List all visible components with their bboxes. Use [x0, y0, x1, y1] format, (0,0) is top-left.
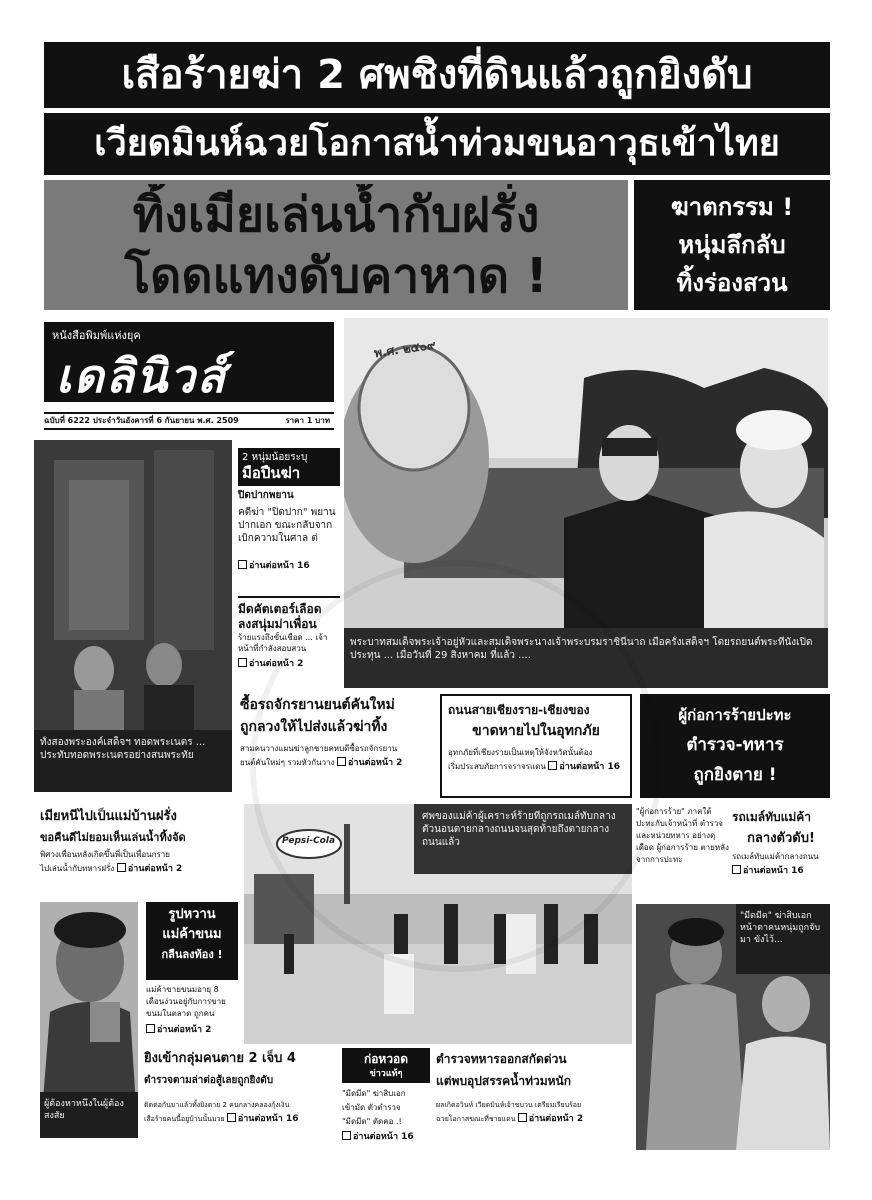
price: ราคา 1 บาท	[285, 416, 330, 425]
shoot-story-title-2: ตำรวจตามล่าต่อสู้เลยถูกยิงดับ	[144, 1075, 274, 1086]
gun-story-body: คดีฆ่า "ปิดปาก" พยาน ปากเอก ขณะกลับจากเบิกความในศาล ต่	[238, 507, 336, 544]
royal-photo	[344, 318, 828, 688]
gun-story-subtitle: ปิดปากพยาน	[238, 490, 294, 501]
right-story	[636, 806, 830, 902]
right-story-body: "ผู้ก่อการร้าย" ภาคใต้ ปะทะกับเจ้าหน้าที่ ตำรวจ และหน่วยทหาร อย่างดุเดือด ผู้ก่อการร้าย ตายหลังจากการปะทะ	[636, 807, 729, 864]
road-story-body-1: อุทกภัยที่เชียงรายเป็นเหตุให้จังหวัดนั้นต้อง	[448, 748, 593, 757]
wife-story-title-2: ขอคืนดีไม่ยอมเห็นเล่นน้ำทิ้งจัด	[40, 831, 186, 844]
royal-photo-image	[344, 318, 828, 688]
masthead-tagline: หนังสือพิมพ์แห่งยุค	[52, 329, 141, 342]
headline-3-box	[44, 180, 628, 310]
right-story-more[interactable]: อ่านต่อหน้า 16	[732, 863, 830, 877]
side-box-line: ฆาตกรรม !	[670, 193, 794, 221]
street-photo	[244, 804, 632, 1044]
car-story-title-1: ซื้อรถจักรยานยนต์คันใหม่	[240, 697, 395, 713]
headline-1: เสือร้ายฆ่า 2 ศพชิงที่ดินแล้วถูกยิงดับ	[44, 42, 830, 108]
issue-line	[44, 412, 334, 430]
gun-story-kicker: 2 หนุ่มน้อยระบุ	[242, 452, 308, 463]
police-box-line: ตำรวจ-ทหาร	[686, 735, 784, 755]
teen-story-more[interactable]: อ่านต่อหน้า 2	[146, 1022, 238, 1036]
right-story-title-2: กลางตัวดับ!	[747, 831, 815, 846]
gun-story-title: มือปืนฆ่า	[242, 464, 301, 482]
knife-story-subtitle: ลงสนุ่มม่าเพื่อน	[238, 617, 317, 631]
headline-3b: โดดแทงดับคาหาด !	[124, 248, 548, 304]
shoot-story-body-1: ติดต่อกันมาแล้วทั้งยิงตาย 2 คนกลางคลองกุ้งเงิน	[144, 1101, 290, 1109]
gossip-head-2: ข่าวแท้ๆ	[369, 1069, 403, 1079]
arrest-photo-caption: "มีดมีด" ฆ่าสิบเอก หน้าตาคนหนุ่มถูกจับมา ขังไว้...	[740, 911, 821, 945]
knife-story-body: ร้ายแรงถึงขั้นเชือด ... เจ้าหน้าที่กำลังสอบสวน	[238, 633, 328, 653]
shoot-story-title-1: ยิงเข้ากลุ่มคนตาย 2 เจ็บ 4	[144, 1051, 296, 1066]
royal-photo-stamp: พ.ศ. ๒๕๐๙	[373, 337, 437, 361]
street-photo-caption: ศพของแม่ค้าผู้เคราะห์ร้ายที่ถูกรถเมล์ทับกลางตัวนอนตายกลางถนนจนสุดท้ายถึงตายกลางถนนแล้ว	[422, 811, 616, 848]
right-story-title-1: รถเมล์ทับแม่ค้า	[732, 810, 812, 824]
wife-story	[40, 806, 236, 898]
police-box-line: ผู้ก่อการร้ายปะทะ	[678, 706, 792, 724]
knife-story-title: มีดคัตเตอร์เลือด	[238, 602, 322, 616]
teen-story-body: แม่ค้าขายขนมอายุ 8 เดือนง่วนอยู่กับการขายขนมในตลาด ถูกคน	[146, 985, 226, 1018]
wife-story-more[interactable]: อ่านต่อหน้า 2	[117, 864, 182, 874]
car-story-more[interactable]: อ่านต่อหน้า 2	[337, 758, 402, 768]
soldier-story-title-1: ตำรวจทหารออกสกัดด่วน	[436, 1052, 567, 1066]
wife-story-body-2: ไปเล่นน้ำกับทหารฝรั่ง อ่านต่อหน้า 2	[40, 864, 183, 874]
wife-story-title-1: เมียหนีไปเป็นแม่บ้านฝรั่ง	[40, 809, 177, 824]
knife-story	[238, 596, 340, 686]
wife-story-body-1: พิศวงเพื่อนหลังเกิดขึ้นพี่เป็นเพื่อนกราย	[40, 850, 170, 859]
police-box	[640, 694, 830, 798]
road-story-body-2: เริ่มประสบภัยการจราจรแดน อ่านต่อหน้า 16	[448, 762, 621, 772]
issue-info: ฉบับที่ 6222 ประจำวันอังคารที่ 6 กันยายน พ.ศ. 2509	[44, 416, 239, 425]
gun-story-more[interactable]: อ่านต่อหน้า 16	[238, 558, 340, 572]
headline-3a: ทิ้งเมียเล่นน้ำกับฝรั่ง	[132, 187, 540, 243]
left-photo-caption: ทั้งสองพระองค์เสด็จฯ ทอดพระเนตร ... ประทับทอดพระเนตรอย่างสนพระทัย	[40, 737, 206, 761]
headline-2: เวียดมินห์ฉวยโอกาสน้ำท่วมขนอาวุธเข้าไทย	[44, 113, 830, 175]
side-box-line: ทิ้งร่องสวน	[676, 269, 788, 297]
police-box-line: ถูกยิงตาย !	[693, 765, 777, 785]
teen-story-title-2: แม่ค้าขนม	[162, 927, 222, 942]
gossip-head-1: ก่อหวอด	[363, 1052, 409, 1066]
car-story-body-2: ยนต์คันใหม่ๆ รวมหัวกันวาง อ่านต่อหน้า 2	[240, 758, 403, 768]
gossip-box	[342, 1048, 430, 1148]
gun-story	[238, 448, 340, 588]
car-story-title-2: ถูกลวงให้ไปส่งแล้วฆ่าทิ้ง	[240, 719, 388, 735]
shoot-story	[144, 1048, 342, 1148]
man-photo-caption: ผู้ต้องหาหนึ่งในผู้ต้องสงสัย	[44, 1099, 124, 1121]
road-story-title-1: ถนนสายเชียงราย-เชียงของ	[448, 703, 590, 717]
soldier-story	[436, 1048, 632, 1148]
soldier-story-body-2: ฉวยโอกาสขณะที่ชายแดน อ่านต่อหน้า 2	[436, 1114, 584, 1124]
soldier-story-more[interactable]: อ่านต่อหน้า 2	[518, 1114, 583, 1124]
murder-side-box	[634, 180, 830, 310]
left-photo	[34, 440, 232, 792]
man-photo	[40, 902, 138, 1138]
right-story-sub: รถเมล์ทับแม่ค้ากลางถนน	[732, 852, 819, 861]
road-story	[440, 694, 632, 798]
soldier-story-title-2: แต่พบอุปสรรคน้ำท่วมหนัก	[436, 1074, 571, 1088]
car-story-body-1: สามคนวางแผนฆ่าลูกชายคหบดีซื้อรถจักรยาน	[240, 744, 398, 753]
teen-story-title-3: กลืนลงท้อง !	[161, 948, 223, 961]
teen-story	[146, 902, 238, 1038]
soldier-story-body-1: ผลเกิดอวินห์ เวียดมินห์เจ้าขบวน เตรียมเรียบร้อย	[436, 1101, 582, 1109]
pepsi-sign: Pepsi-Cola	[282, 836, 336, 846]
gossip-more[interactable]: อ่านต่อหน้า 16	[342, 1129, 430, 1143]
knife-story-more[interactable]: อ่านต่อหน้า 2	[238, 656, 340, 670]
masthead-title: เดลินิวส์	[56, 349, 228, 403]
road-story-more[interactable]: อ่านต่อหน้า 16	[548, 762, 620, 772]
gossip-item[interactable]: "มีดมีด" ฆ่าสิบเอก	[342, 1089, 406, 1098]
gossip-item[interactable]: "มีดมีด" ตัดคอ .!	[342, 1117, 402, 1126]
shoot-story-more[interactable]: อ่านต่อหน้า 16	[227, 1114, 299, 1124]
road-story-title-2: ขาดหายไปในอุทกภัย	[472, 723, 600, 739]
car-story	[240, 694, 436, 798]
arrest-photo	[636, 904, 830, 1150]
masthead-logo	[44, 322, 334, 402]
shoot-story-body-2: เสือร้ายคนนี้อยู่บ้านนั้นมวย อ่านต่อหน้า 16	[144, 1114, 299, 1124]
gossip-item[interactable]: เข้ามัด ตัวตำรวจ	[342, 1103, 401, 1112]
side-box-line: หนุ่มลึกลับ	[678, 231, 786, 259]
teen-story-title-1: รูปหวาน	[168, 907, 216, 922]
royal-photo-caption: พระบาทสมเด็จพระเจ้าอยู่หัวและสมเด็จพระนางเจ้าพระบรมราชินีนาถ เมื่อครั้งเสด็จฯ โดยรถยนต์พระที่นั่งเปิดประทุน ... เมื่อวันที่ 29 สิงหาคม ที่แล้ว ....	[350, 637, 813, 661]
